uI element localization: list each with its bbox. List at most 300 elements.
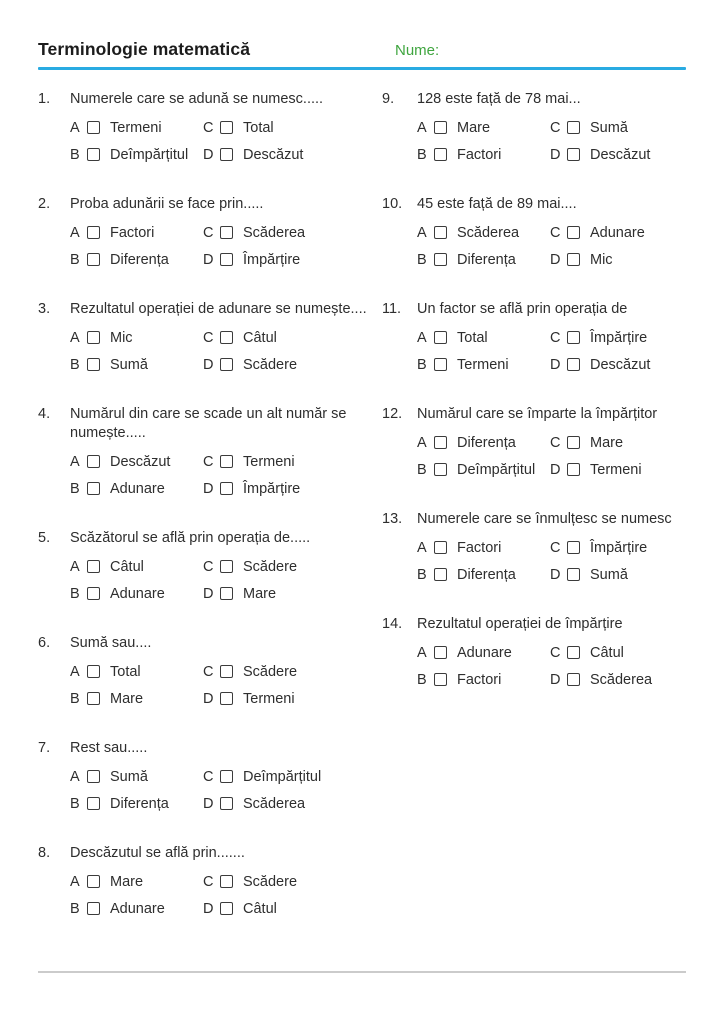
option-label: Adunare: [110, 585, 165, 602]
option-label: Împărțire: [243, 480, 301, 497]
option-label: Mic: [110, 329, 133, 346]
header: [38, 0, 686, 62]
answer-checkbox[interactable]: [87, 358, 100, 371]
option-label: Diferența: [457, 566, 516, 583]
option-label: Scăderea: [590, 671, 653, 688]
option-label: Împărțire: [590, 329, 648, 346]
option-letter: D: [203, 146, 214, 163]
question-number: 8.: [38, 845, 51, 861]
option-row: [70, 329, 203, 346]
option-label: Scăderea: [243, 224, 306, 241]
option-letter: A: [70, 453, 80, 470]
option-label: Deîmpărțitul: [243, 768, 322, 785]
option-letter: D: [203, 356, 214, 373]
option-letter: D: [550, 566, 561, 583]
question-options: [417, 434, 686, 478]
option-label: Termeni: [110, 119, 162, 136]
question-body: [70, 844, 370, 917]
answer-checkbox[interactable]: [220, 770, 233, 783]
question-number: 12.: [382, 406, 403, 422]
question-text: Numerele care se adună se numesc.....: [70, 91, 324, 107]
answer-checkbox[interactable]: [567, 541, 580, 554]
answer-checkbox[interactable]: [87, 482, 100, 495]
option-row: [203, 146, 370, 163]
option-label: Mare: [110, 873, 144, 890]
answer-checkbox[interactable]: [87, 770, 100, 783]
option-label: Scădere: [243, 356, 298, 373]
question-block: [38, 195, 370, 268]
question-body: [70, 739, 370, 812]
question-block: [382, 195, 686, 268]
option-label: Scăderea: [457, 224, 520, 241]
option-letter: D: [203, 251, 214, 268]
answer-checkbox[interactable]: [434, 463, 447, 476]
option-row: [417, 329, 550, 346]
option-label: Factori: [457, 146, 502, 163]
question-block: [382, 300, 686, 373]
answer-checkbox[interactable]: [220, 902, 233, 915]
option-letter: C: [203, 768, 214, 785]
answer-checkbox[interactable]: [87, 148, 100, 161]
option-row: [417, 566, 550, 583]
answer-checkbox[interactable]: [220, 692, 233, 705]
question-block: [38, 739, 370, 812]
question-body: [70, 529, 370, 602]
option-label: Sumă: [590, 119, 628, 136]
answer-checkbox[interactable]: [220, 226, 233, 239]
option-label: Scăderea: [243, 795, 306, 812]
option-row: [203, 795, 370, 812]
answer-checkbox[interactable]: [567, 436, 580, 449]
option-letter: C: [550, 434, 561, 451]
option-row: [203, 558, 370, 575]
option-letter: A: [417, 539, 427, 556]
answer-checkbox[interactable]: [87, 587, 100, 600]
question-block: [38, 300, 370, 373]
answer-checkbox[interactable]: [567, 358, 580, 371]
option-row: [417, 434, 550, 451]
question-text: 45 este față de 89 mai....: [417, 196, 577, 212]
answer-checkbox[interactable]: [87, 226, 100, 239]
page-title: Terminologie matematică: [38, 39, 251, 59]
answer-checkbox[interactable]: [220, 358, 233, 371]
option-label: Mare: [110, 690, 144, 707]
option-row: [203, 873, 370, 890]
question-text: Numărul din care se scade un alt număr se numește.....: [70, 406, 347, 441]
option-letter: B: [70, 480, 80, 497]
column-left: [38, 90, 370, 949]
option-label: Adunare: [110, 900, 165, 917]
option-letter: B: [417, 146, 427, 163]
option-row: [70, 224, 203, 241]
option-letter: A: [70, 329, 80, 346]
option-label: Scădere: [243, 663, 298, 680]
answer-checkbox[interactable]: [220, 797, 233, 810]
answer-checkbox[interactable]: [87, 121, 100, 134]
option-label: Termeni: [590, 461, 642, 478]
answer-checkbox[interactable]: [220, 560, 233, 573]
option-label: Total: [110, 663, 141, 680]
option-letter: B: [417, 461, 427, 478]
answer-checkbox[interactable]: [220, 665, 233, 678]
option-row: [417, 146, 550, 163]
question-text: Rezultatul operației de împărțire: [417, 616, 623, 632]
option-letter: D: [203, 480, 214, 497]
answer-checkbox[interactable]: [220, 148, 233, 161]
question-block: [38, 90, 370, 163]
option-letter: C: [203, 329, 214, 346]
question-columns: [38, 90, 686, 949]
option-letter: C: [203, 558, 214, 575]
question-number: 1.: [38, 91, 51, 107]
question-number: 9.: [382, 91, 395, 107]
option-row: [417, 644, 550, 661]
option-label: Mare: [457, 119, 491, 136]
option-label: Adunare: [110, 480, 165, 497]
question-options: [417, 329, 686, 373]
option-row: [203, 480, 370, 497]
answer-checkbox[interactable]: [567, 121, 580, 134]
answer-checkbox[interactable]: [87, 797, 100, 810]
option-letter: A: [70, 663, 80, 680]
answer-checkbox[interactable]: [220, 253, 233, 266]
option-row: [550, 671, 686, 688]
option-label: Mare: [243, 585, 277, 602]
option-letter: C: [550, 119, 561, 136]
option-label: Mic: [590, 251, 613, 268]
option-label: Adunare: [590, 224, 645, 241]
question-text: Proba adunării se face prin.....: [70, 196, 264, 212]
header-divider: [38, 67, 686, 70]
answer-checkbox[interactable]: [567, 148, 580, 161]
option-label: Factori: [457, 539, 502, 556]
answer-checkbox[interactable]: [567, 673, 580, 686]
option-row: [550, 539, 686, 556]
option-row: [417, 356, 550, 373]
answer-checkbox[interactable]: [434, 148, 447, 161]
option-letter: A: [417, 329, 427, 346]
option-row: [417, 119, 550, 136]
option-label: Adunare: [457, 644, 512, 661]
option-label: Factori: [110, 224, 155, 241]
question-options: [417, 119, 686, 163]
option-row: [550, 329, 686, 346]
answer-checkbox[interactable]: [567, 463, 580, 476]
option-row: [203, 119, 370, 136]
question-number: 11.: [382, 301, 402, 317]
option-letter: C: [203, 453, 214, 470]
answer-checkbox[interactable]: [434, 568, 447, 581]
option-letter: A: [70, 873, 80, 890]
option-row: [417, 671, 550, 688]
question-text: Numerele care se înmulțesc se numesc: [417, 511, 672, 527]
option-row: [70, 585, 203, 602]
option-label: Scădere: [243, 873, 298, 890]
option-row: [203, 224, 370, 241]
option-letter: D: [550, 146, 561, 163]
answer-checkbox[interactable]: [220, 482, 233, 495]
answer-checkbox[interactable]: [567, 646, 580, 659]
option-letter: C: [203, 224, 214, 241]
footer-divider: [38, 971, 686, 973]
answer-checkbox[interactable]: [567, 568, 580, 581]
option-letter: B: [70, 795, 80, 812]
answer-checkbox[interactable]: [567, 226, 580, 239]
column-right: [382, 90, 686, 949]
answer-checkbox[interactable]: [434, 226, 447, 239]
question-options: [70, 453, 370, 497]
question-number: 2.: [38, 196, 51, 212]
answer-checkbox[interactable]: [87, 455, 100, 468]
option-row: [70, 768, 203, 785]
answer-checkbox[interactable]: [87, 560, 100, 573]
option-letter: C: [203, 873, 214, 890]
answer-checkbox[interactable]: [567, 253, 580, 266]
option-label: Diferența: [457, 434, 516, 451]
option-row: [70, 663, 203, 680]
option-label: Câtul: [110, 558, 144, 575]
option-letter: B: [70, 251, 80, 268]
option-letter: C: [550, 644, 561, 661]
option-letter: B: [417, 566, 427, 583]
question-body: [417, 405, 686, 478]
option-label: Câtul: [243, 900, 277, 917]
question-options: [70, 663, 370, 707]
option-row: [203, 329, 370, 346]
name-label: Nume:: [395, 42, 440, 59]
option-label: Împărțire: [590, 539, 648, 556]
question-body: [70, 195, 370, 268]
option-row: [417, 224, 550, 241]
answer-checkbox[interactable]: [87, 331, 100, 344]
option-row: [70, 873, 203, 890]
question-text: 128 este față de 78 mai...: [417, 91, 581, 107]
option-label: Scădere: [243, 558, 298, 575]
option-row: [203, 356, 370, 373]
option-row: [70, 453, 203, 470]
option-row: [417, 539, 550, 556]
option-row: [203, 768, 370, 785]
option-row: [70, 900, 203, 917]
question-options: [417, 539, 686, 583]
option-label: Sumă: [110, 356, 148, 373]
option-label: Câtul: [243, 329, 277, 346]
option-row: [203, 453, 370, 470]
option-row: [550, 434, 686, 451]
option-letter: C: [203, 663, 214, 680]
answer-checkbox[interactable]: [434, 358, 447, 371]
option-row: [550, 461, 686, 478]
option-row: [203, 585, 370, 602]
option-label: Diferența: [457, 251, 516, 268]
question-body: [70, 405, 370, 497]
option-row: [70, 119, 203, 136]
answer-checkbox[interactable]: [87, 253, 100, 266]
answer-checkbox[interactable]: [434, 436, 447, 449]
option-label: Total: [457, 329, 488, 346]
option-row: [203, 251, 370, 268]
question-block: [382, 510, 686, 583]
option-row: [203, 663, 370, 680]
question-block: [382, 615, 686, 688]
answer-checkbox[interactable]: [220, 587, 233, 600]
option-letter: D: [203, 690, 214, 707]
question-options: [417, 644, 686, 688]
option-letter: C: [550, 224, 561, 241]
question-body: [417, 195, 686, 268]
answer-checkbox[interactable]: [220, 455, 233, 468]
answer-checkbox[interactable]: [87, 692, 100, 705]
option-label: Termeni: [457, 356, 509, 373]
question-text: Un factor se află prin operația de: [417, 301, 628, 317]
option-row: [417, 251, 550, 268]
option-label: Descăzut: [110, 453, 171, 470]
question-body: [70, 634, 370, 707]
option-letter: C: [550, 539, 561, 556]
option-label: Factori: [457, 671, 502, 688]
option-letter: A: [417, 119, 427, 136]
question-number: 4.: [38, 406, 51, 422]
option-row: [203, 690, 370, 707]
question-body: [417, 615, 686, 688]
answer-checkbox[interactable]: [87, 875, 100, 888]
option-label: Deîmpărțitul: [110, 146, 189, 163]
option-letter: A: [70, 224, 80, 241]
question-block: [38, 844, 370, 917]
question-body: [417, 90, 686, 163]
option-row: [70, 690, 203, 707]
option-letter: A: [70, 558, 80, 575]
option-row: [70, 480, 203, 497]
option-letter: B: [417, 251, 427, 268]
question-block: [38, 634, 370, 707]
option-letter: A: [417, 434, 427, 451]
question-options: [70, 873, 370, 917]
option-label: Împărțire: [243, 251, 301, 268]
question-body: [417, 510, 686, 583]
question-options: [70, 224, 370, 268]
option-row: [550, 146, 686, 163]
option-row: [550, 251, 686, 268]
option-row: [550, 356, 686, 373]
answer-checkbox[interactable]: [87, 902, 100, 915]
option-label: Descăzut: [590, 356, 651, 373]
question-options: [70, 119, 370, 163]
question-number: 13.: [382, 511, 403, 527]
option-label: Sumă: [110, 768, 148, 785]
option-row: [70, 558, 203, 575]
question-options: [70, 329, 370, 373]
option-letter: A: [417, 224, 427, 241]
question-text: Sumă sau....: [70, 635, 152, 651]
answer-checkbox[interactable]: [87, 665, 100, 678]
option-label: Diferența: [110, 251, 169, 268]
option-letter: D: [203, 900, 214, 917]
question-text: Scăzătorul se află prin operația de.....: [70, 530, 311, 546]
option-row: [417, 461, 550, 478]
question-number: 10.: [382, 196, 403, 212]
option-label: Mare: [590, 434, 624, 451]
question-block: [382, 405, 686, 478]
option-row: [70, 795, 203, 812]
option-letter: A: [70, 119, 80, 136]
question-number: 14.: [382, 616, 403, 632]
option-letter: D: [550, 671, 561, 688]
question-number: 3.: [38, 301, 51, 317]
question-number: 7.: [38, 740, 51, 756]
option-letter: A: [70, 768, 80, 785]
option-letter: B: [70, 900, 80, 917]
answer-checkbox[interactable]: [434, 121, 447, 134]
question-options: [70, 558, 370, 602]
answer-checkbox[interactable]: [434, 673, 447, 686]
question-body: [70, 300, 370, 373]
option-label: Termeni: [243, 453, 295, 470]
option-letter: D: [550, 356, 561, 373]
option-label: Deîmpărțitul: [457, 461, 536, 478]
answer-checkbox[interactable]: [567, 331, 580, 344]
option-label: Total: [243, 119, 274, 136]
option-row: [70, 146, 203, 163]
option-row: [550, 119, 686, 136]
option-row: [550, 566, 686, 583]
option-label: Descăzut: [590, 146, 651, 163]
answer-checkbox[interactable]: [434, 331, 447, 344]
option-letter: B: [70, 146, 80, 163]
option-letter: C: [550, 329, 561, 346]
option-letter: D: [550, 461, 561, 478]
question-block: [382, 90, 686, 163]
option-label: Descăzut: [243, 146, 304, 163]
answer-checkbox[interactable]: [220, 875, 233, 888]
answer-checkbox[interactable]: [434, 253, 447, 266]
option-row: [70, 251, 203, 268]
question-text: Descăzutul se află prin.......: [70, 845, 245, 861]
question-block: [38, 529, 370, 602]
answer-checkbox[interactable]: [220, 331, 233, 344]
question-number: 6.: [38, 635, 51, 651]
option-letter: C: [203, 119, 214, 136]
question-number: 5.: [38, 530, 51, 546]
option-letter: B: [70, 585, 80, 602]
question-body: [70, 90, 370, 163]
answer-checkbox[interactable]: [434, 646, 447, 659]
option-letter: D: [550, 251, 561, 268]
question-body: [417, 300, 686, 373]
option-letter: A: [417, 644, 427, 661]
question-block: [38, 405, 370, 497]
option-row: [70, 356, 203, 373]
question-text: Numărul care se împarte la împărțitor: [417, 406, 658, 422]
answer-checkbox[interactable]: [434, 541, 447, 554]
option-label: Diferența: [110, 795, 169, 812]
question-text: Rezultatul operației de adunare se numește....: [70, 301, 367, 317]
option-label: Câtul: [590, 644, 624, 661]
option-label: Sumă: [590, 566, 628, 583]
option-letter: D: [203, 585, 214, 602]
question-options: [70, 768, 370, 812]
option-row: [203, 900, 370, 917]
option-row: [550, 644, 686, 661]
option-letter: B: [70, 690, 80, 707]
option-letter: B: [417, 671, 427, 688]
answer-checkbox[interactable]: [220, 121, 233, 134]
option-letter: D: [203, 795, 214, 812]
option-letter: B: [70, 356, 80, 373]
option-label: Termeni: [243, 690, 295, 707]
option-letter: B: [417, 356, 427, 373]
question-text: Rest sau.....: [70, 740, 148, 756]
